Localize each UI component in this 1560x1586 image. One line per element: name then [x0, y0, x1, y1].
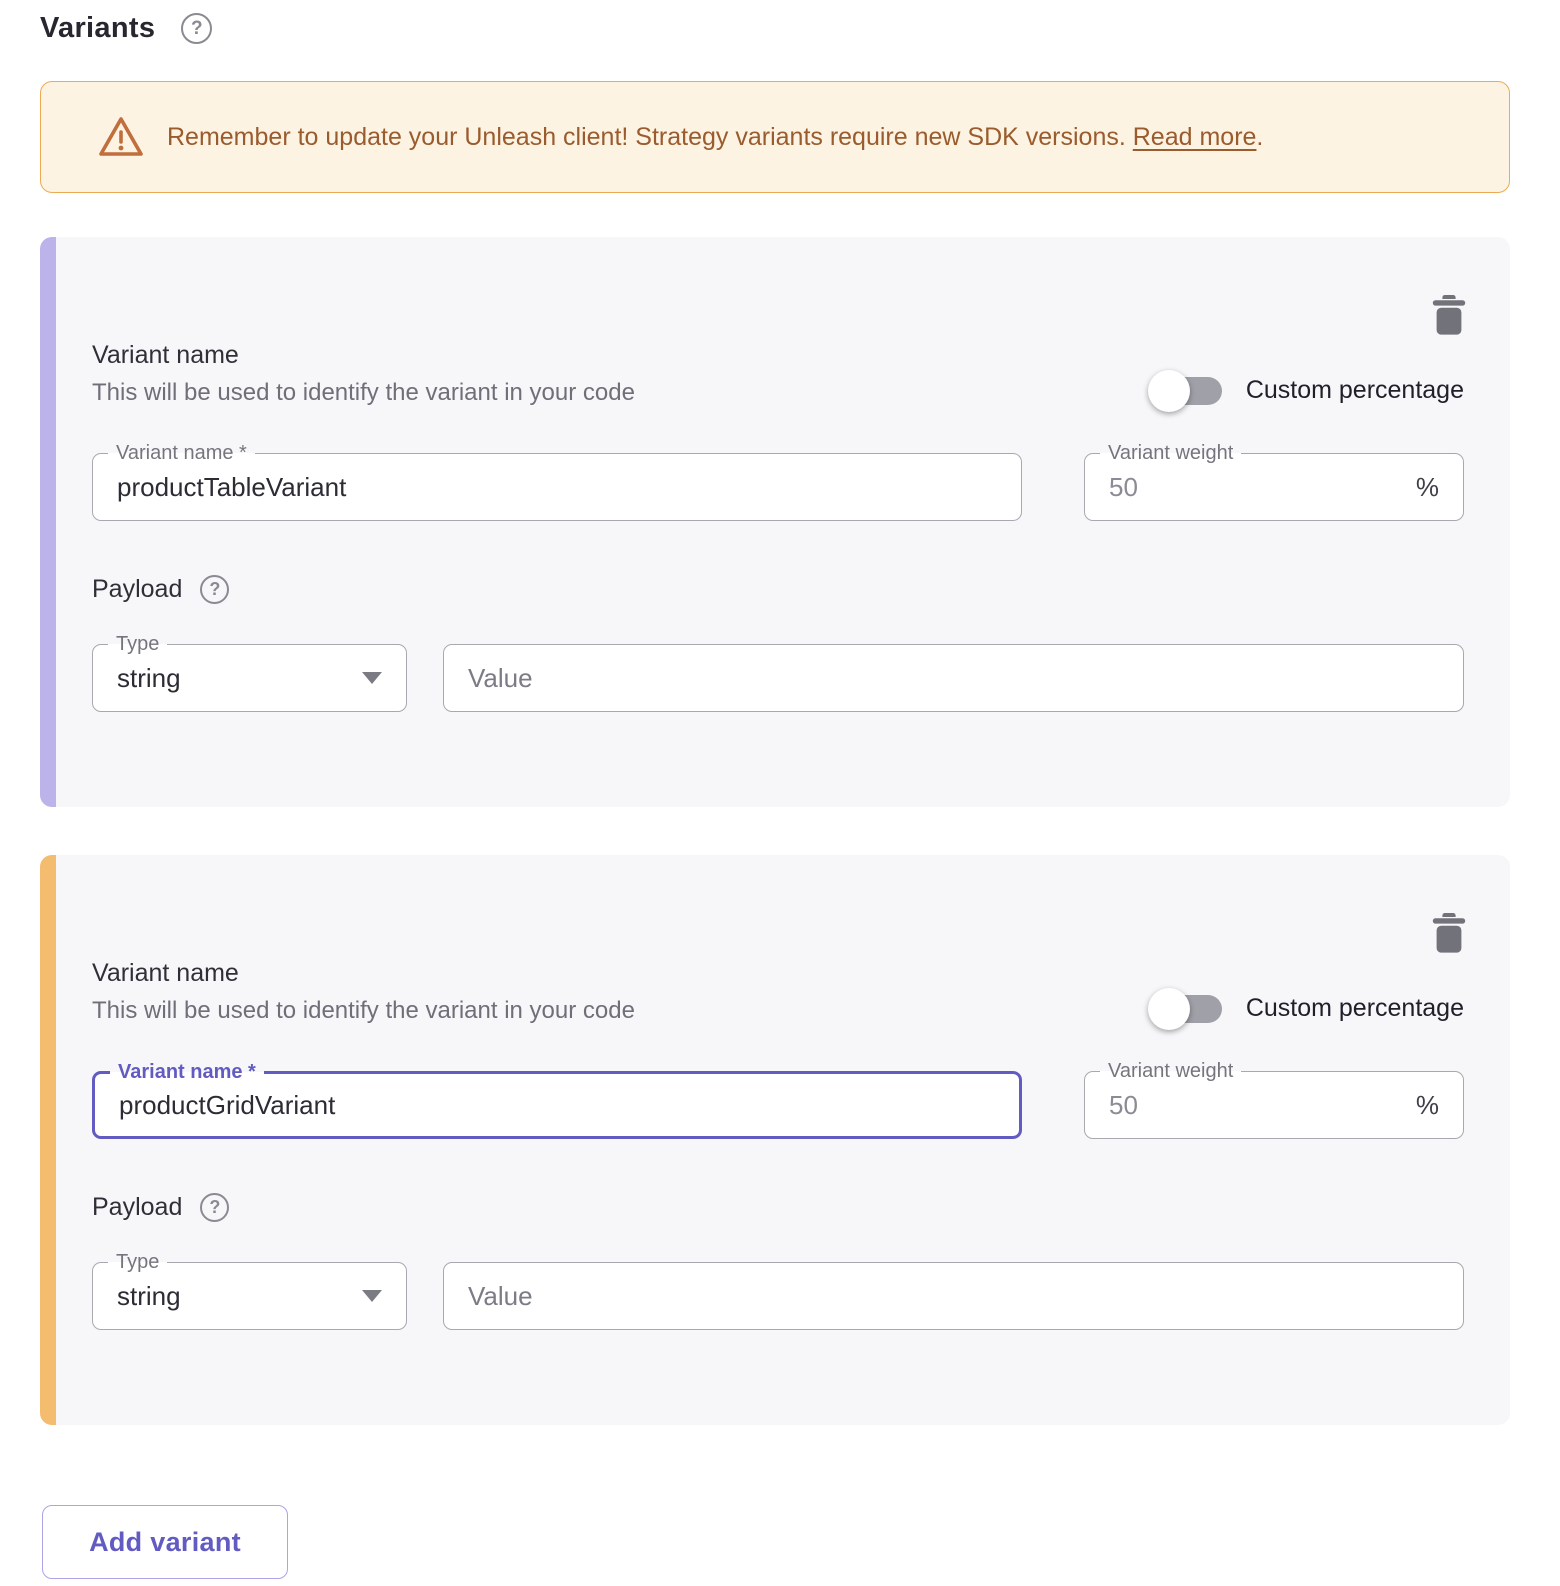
payload-heading: Payload — [92, 1193, 183, 1221]
custom-percentage-control — [1154, 994, 1464, 1025]
payload-value-input[interactable] — [468, 1281, 1439, 1312]
payload-type-label: Type — [108, 632, 167, 656]
payload-heading: Payload — [92, 575, 183, 603]
payload-type-select[interactable] — [92, 1251, 407, 1330]
custom-percentage-label: Custom percentage — [1245, 376, 1464, 404]
variant-name-field — [92, 1061, 1022, 1139]
chevron-down-icon — [362, 672, 382, 684]
variant-name-description: This will be used to identify the variant in your code — [92, 997, 635, 1024]
warning-message: Remember to update your Unleash client! Strategy variants require new SDK versions. — [167, 122, 1126, 151]
custom-percentage-control — [1154, 376, 1464, 407]
toggle-thumb — [1148, 988, 1190, 1030]
variant-stripe — [40, 855, 56, 1425]
page-title: Variants — [40, 12, 156, 44]
variant-name-heading: Variant name — [92, 341, 239, 369]
payload-value-input[interactable] — [468, 663, 1439, 694]
variant-weight-field — [1084, 442, 1464, 521]
variant-name-field-label: Variant name * — [108, 441, 255, 465]
variant-name-field — [92, 442, 1022, 521]
custom-percentage-toggle[interactable] — [1154, 377, 1222, 405]
trash-icon — [1432, 913, 1466, 953]
variant-weight-input — [1109, 1090, 1416, 1121]
variant-weight-field-label: Variant weight — [1100, 441, 1241, 465]
warning-suffix: . — [1256, 122, 1264, 151]
variant-card-body — [56, 855, 1510, 1425]
help-icon[interactable]: ? — [181, 13, 212, 44]
payload-value-field — [443, 644, 1464, 712]
payload-help-icon[interactable]: ? — [200, 1193, 229, 1222]
add-variant-button[interactable]: Add variant — [42, 1505, 288, 1579]
payload-type-value: string — [117, 662, 181, 693]
delete-variant-button[interactable] — [1430, 293, 1468, 337]
variant-weight-input — [1109, 472, 1416, 503]
payload-help-icon[interactable]: ? — [200, 575, 229, 604]
variant-name-heading: Variant name — [92, 959, 239, 987]
warning-text — [167, 123, 1263, 152]
custom-percentage-toggle[interactable] — [1154, 995, 1222, 1023]
payload-type-label: Type — [108, 1250, 167, 1274]
read-more-link[interactable]: Read more — [1132, 122, 1257, 151]
variant-card-body — [56, 237, 1510, 807]
variant-name-copy — [92, 959, 635, 1025]
variant-card — [40, 855, 1510, 1425]
trash-icon — [1432, 295, 1466, 335]
warning-icon — [97, 115, 145, 159]
delete-variant-button[interactable] — [1430, 911, 1468, 955]
payload-type-value: string — [117, 1280, 181, 1311]
payload-type-select[interactable] — [92, 633, 407, 712]
variant-weight-field — [1084, 1060, 1464, 1139]
variant-name-field-label: Variant name * — [110, 1060, 264, 1084]
percent-suffix: % — [1415, 471, 1439, 502]
variant-name-description: This will be used to identify the variant in your code — [92, 379, 635, 406]
percent-suffix: % — [1415, 1089, 1439, 1120]
variant-name-copy — [92, 341, 635, 407]
custom-percentage-label: Custom percentage — [1245, 994, 1464, 1022]
chevron-down-icon — [362, 1290, 382, 1302]
variant-name-input[interactable] — [117, 472, 997, 503]
variant-name-input[interactable] — [119, 1090, 995, 1121]
toggle-thumb — [1148, 370, 1190, 412]
variant-card — [40, 237, 1510, 807]
warning-alert — [40, 81, 1510, 193]
variant-stripe — [40, 237, 56, 807]
page-header — [0, 0, 1560, 45]
variant-weight-field-label: Variant weight — [1100, 1059, 1241, 1083]
payload-value-field — [443, 1262, 1464, 1330]
